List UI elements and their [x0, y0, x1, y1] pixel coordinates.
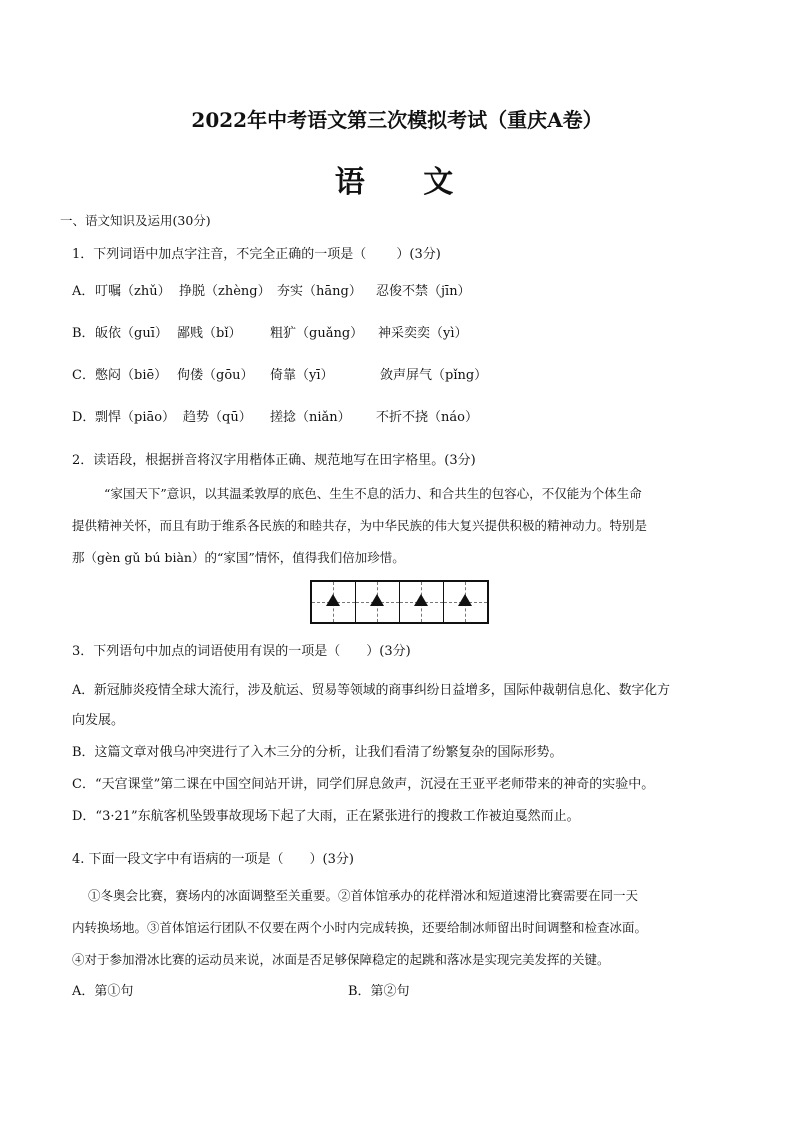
q4-passage-line: ①冬奥会比赛，赛场内的冰面调整至关重要。②首体馆承办的花样滑冰和短道速滑比赛需要在同一天: [88, 888, 639, 903]
tianzige-cell[interactable]: [312, 582, 355, 622]
option-label: B．: [72, 326, 95, 341]
tianzige-cell[interactable]: [399, 582, 443, 622]
option-word: 搓捻（niǎn）: [270, 410, 351, 425]
q3-option-b: B．这篇文章对俄乌冲突进行了入木三分的分析，让我们看清了纷繁复杂的国际形势。: [72, 745, 563, 760]
option-word: 挣脱（zhèng）: [179, 284, 271, 299]
option-word: 忍俊不禁（jīn）: [376, 284, 471, 299]
q4-option-b: B．第②句: [348, 984, 410, 999]
option-word: 夯实（hāng）: [277, 284, 362, 299]
option-label: A．: [72, 284, 95, 299]
option-word: 叮嘱（zhǔ）: [95, 284, 171, 299]
q2-passage-line: 那（gèn gǔ bú biàn）的“家国”情怀，值得我们倍加珍惜。: [72, 550, 405, 565]
triangle-marker-icon: [370, 594, 384, 606]
q3-option-a-line1: A．新冠肺炎疫情全球大流行，涉及航运、贸易等领域的商事纠纷日益增多，国际仲裁朝信息化、数字化方: [72, 683, 670, 698]
q2-passage-line: “家国天下”意识，以其温柔敦厚的底色、生生不息的活力、和合共生的包容心，不仅能为个体生命: [104, 486, 642, 501]
q2-passage-line: 提供精神关怀，而且有助于维系各民族的和睦共存，为中华民族的伟大复兴提供积极的精神动力。特别是: [72, 518, 648, 533]
option-label: D．: [72, 410, 96, 425]
q3-option-d: D．“3·21”东航客机坠毁事故现场下起了大雨，正在紧张进行的搜救工作被迫戛然而止。: [72, 809, 580, 824]
option-word: 憋闷（biē）: [95, 368, 168, 383]
section-heading: 一、语文知识及运用(30分): [60, 213, 211, 228]
tianzige-cell[interactable]: [443, 582, 487, 622]
subject-title: 语 文: [334, 165, 460, 200]
option-word: 佝偻（gōu）: [177, 368, 254, 383]
q3-stem: 3．下列语句中加点的词语使用有误的一项是（ ）(3分): [72, 644, 411, 659]
option-label: C．: [72, 368, 95, 383]
exam-title: 2022年中考语文第三次模拟考试（重庆A卷）: [191, 108, 603, 132]
option-word: 剽悍（piāo）: [95, 410, 176, 425]
q4-passage-line: ④对于参加滑冰比赛的运动员来说，冰面是否足够保障稳定的起跳和落冰是实现完美发挥的关键。: [72, 952, 610, 967]
option-word: 鄙贱（bǐ）: [177, 326, 242, 341]
triangle-marker-icon: [326, 594, 340, 606]
option-word: 倚靠（yī）: [270, 368, 334, 383]
q4-option-a: A．第①句: [72, 984, 134, 999]
triangle-marker-icon: [414, 594, 428, 606]
option-word: 趋势（qū）: [183, 410, 252, 425]
option-word: 皈依（guī）: [95, 326, 168, 341]
q2-stem: 2．读语段，根据拼音将汉字用楷体正确、规范地写在田字格里。(3分): [72, 453, 476, 468]
q4-passage-line: 内转换场地。③首体馆运行团队不仅要在两个小时内完成转换，还要给制冰师留出时间调整和检查冰面。: [72, 920, 648, 935]
option-word: 敛声屏气（pǐng）: [380, 368, 488, 383]
option-word: 不折不挠（náo）: [376, 410, 478, 425]
option-word: 粗犷（guǎng）: [270, 326, 364, 341]
triangle-marker-icon: [458, 594, 472, 606]
option-word: 神采奕奕（yì）: [378, 326, 468, 341]
tianzige-cell[interactable]: [355, 582, 399, 622]
q3-option-a-line2: 向发展。: [72, 713, 125, 728]
q4-stem: 4. 下面一段文字中有语病的一项是（ ）(3分): [72, 852, 354, 867]
tianzige-grid: [310, 580, 489, 624]
q1-stem: 1．下列词语中加点字注音，不完全正确的一项是（ ）(3分): [72, 247, 441, 262]
q3-option-c: C．“天宫课堂”第二课在中国空间站开讲，同学们屏息敛声，沉浸在王亚平老师带来的神奇的实验中。: [72, 777, 655, 792]
